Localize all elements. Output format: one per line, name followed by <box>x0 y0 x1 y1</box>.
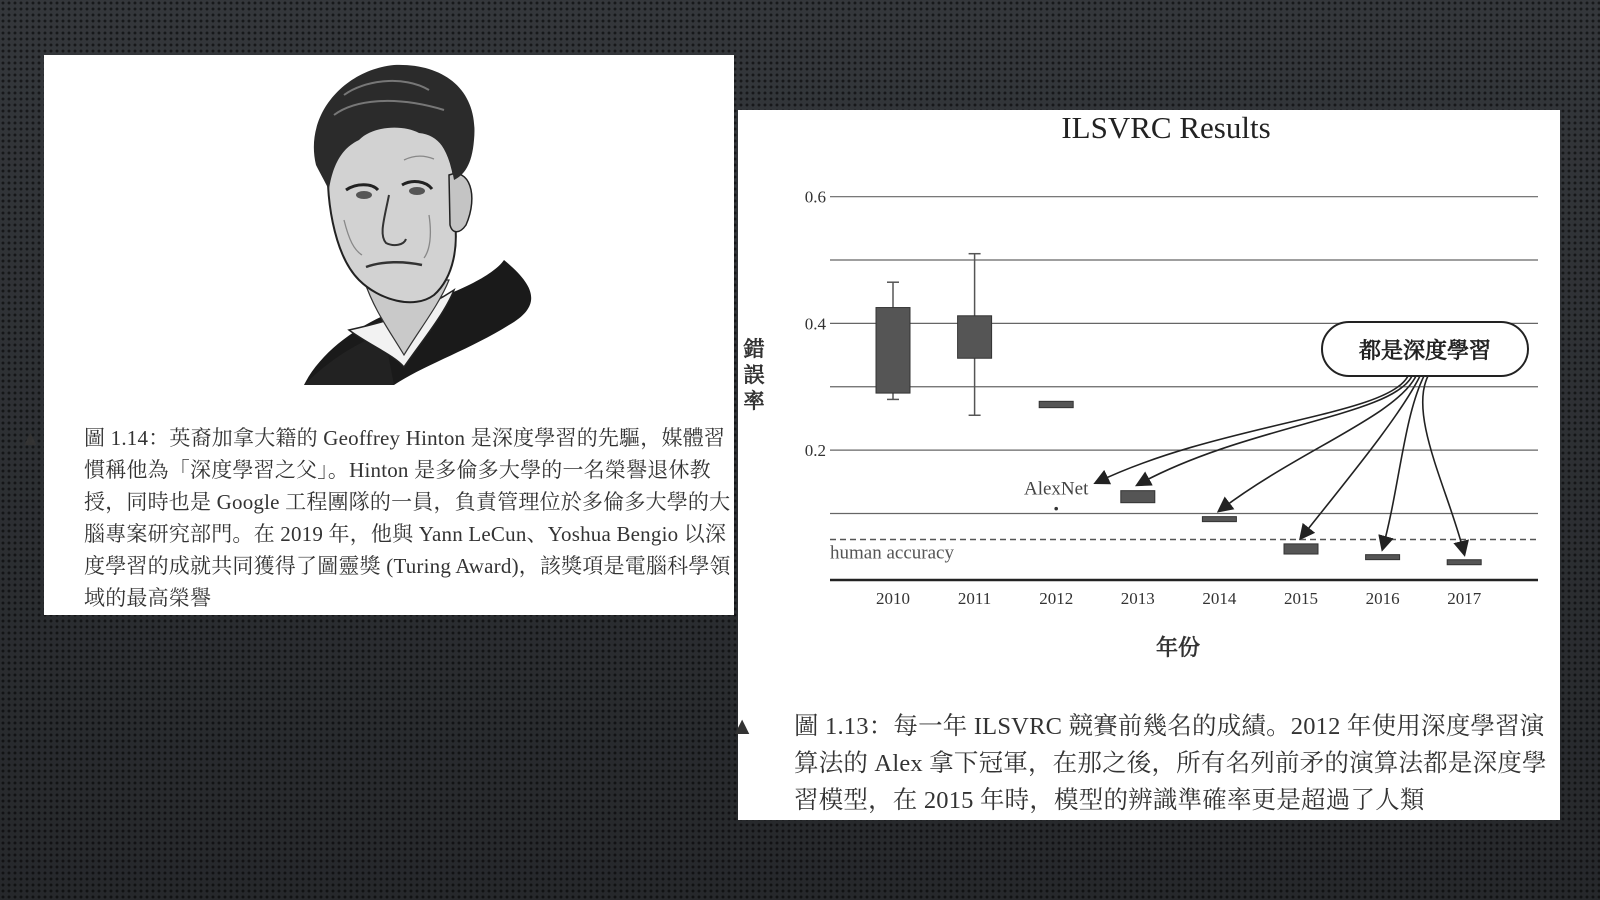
callout-text: 都是深度學習 <box>1358 339 1492 364</box>
left-figure-caption <box>20 422 732 614</box>
x-tick-label: 2014 <box>1202 589 1237 608</box>
y-tick-label: 0.6 <box>804 187 826 207</box>
box-2015 <box>1284 544 1318 554</box>
caption-triangle-icon: ▲ <box>20 426 41 450</box>
ilsvrc-chart <box>738 110 1560 710</box>
box-2011 <box>958 316 992 358</box>
hinton-portrait-image <box>254 55 554 395</box>
x-tick-label: 2012 <box>1039 589 1074 608</box>
x-axis-label: 年份 <box>1155 636 1201 661</box>
human-accuracy-layer <box>830 539 1538 563</box>
x-tick-label: 2017 <box>1447 589 1482 608</box>
right-caption-text: 圖 1.13：每一年 ILSVRC 競賽前幾名的成績。2012 年使用深度學習演算法的 Alex 拿下冠軍，在那之後，所有名列前矛的演算法都是深度學習模型，在 2015 年時，模型的辨識準確率更是超過了人類 <box>794 713 1547 814</box>
left-figure-card <box>20 55 734 615</box>
y-axis-label-char: 錯 <box>743 337 765 361</box>
y-axis-label-char: 率 <box>743 389 765 413</box>
x-tick-label: 2010 <box>876 589 910 608</box>
callout-arrow <box>1138 376 1412 485</box>
x-tick-label: 2011 <box>957 589 992 608</box>
box-2010 <box>876 308 910 394</box>
callout-arrows <box>1096 376 1464 554</box>
box-2016 <box>1366 555 1400 560</box>
left-caption-text: 圖 1.14：英裔加拿大籍的 Geoffrey Hinton 是深度學習的先驅，媒體習慣稱他為「深度學習之父」。Hinton 是多倫多大學的一名榮譽退休教授，同時也是 Google 工程團隊的一員，負責管理位於多倫多大學的大腦專案研究部門。在 2019 年，他與 Yann LeCun、Yoshua Bengio 以深度學習的成就共同獲得了圖靈獎 (Turing Award)，該獎項是電腦科學領域的最高榮譽 <box>84 426 731 610</box>
y-tick-label: 0.4 <box>804 314 826 334</box>
right-figure-caption <box>730 708 1552 819</box>
callout-arrow <box>1423 376 1465 554</box>
human-accuracy-label: human accuracy <box>830 542 954 564</box>
alexnet-point <box>1054 507 1058 511</box>
right-figure-card <box>730 110 1560 820</box>
callout-arrow <box>1383 376 1424 549</box>
box-2012 <box>1039 401 1073 407</box>
x-tick-label: 2016 <box>1365 589 1400 608</box>
x-tick-label: 2013 <box>1120 589 1155 608</box>
box-2017 <box>1447 560 1481 565</box>
y-axis-label-char: 誤 <box>743 363 765 387</box>
y-tick-label: 0.2 <box>804 441 826 461</box>
chart-title: ILSVRC Results <box>1061 110 1271 145</box>
callout-arrow <box>1096 376 1408 483</box>
alexnet-label: AlexNet <box>1024 478 1089 500</box>
box-2014 <box>1202 517 1236 522</box>
caption-triangle-icon: ▲ <box>730 713 755 740</box>
x-tick-label: 2015 <box>1284 589 1318 608</box>
y-axis-label <box>743 337 765 413</box>
box-2013 <box>1121 491 1155 503</box>
